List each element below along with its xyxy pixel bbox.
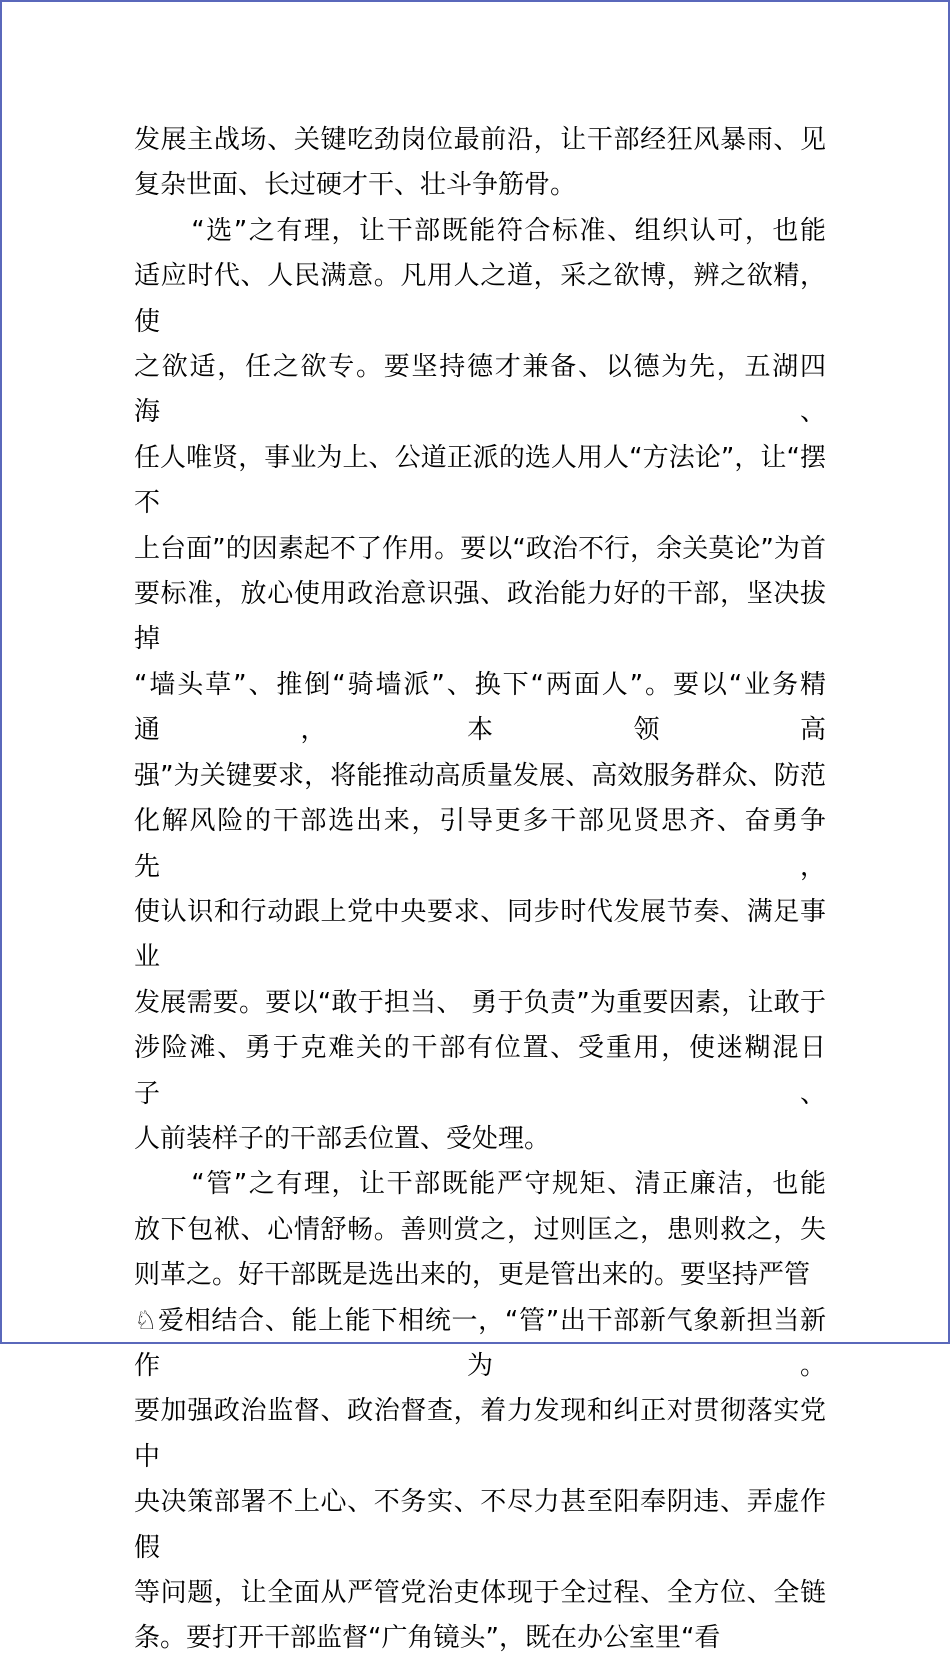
text-line: 涉险滩、勇于克难关的干部有位置、受重用，使迷糊混日子、 bbox=[134, 1033, 826, 1109]
text-line: 人前装样子的干部丢位置、受处理。 bbox=[134, 1123, 551, 1154]
text-line: 上台面”的因素起不了作用。要以“政治不行，余关莫论”为首 bbox=[134, 533, 826, 564]
text-line: 复杂世面、长过硬才干、壮斗争筋骨。 bbox=[134, 170, 577, 201]
text-line: 要标准，放心使用政治意识强、政治能力好的干部，坚决拔掉 bbox=[134, 579, 826, 655]
text-line: “管”之有理，让干部既能严守规矩、清正廉洁，也能 bbox=[191, 1169, 826, 1200]
text-block bbox=[134, 118, 826, 1662]
text-line: 放下包袱、心情舒畅。善则赏之，过则匡之，患则救之，失 bbox=[134, 1214, 826, 1245]
text-line: 发展需要。要以“敢于担当、 勇于负责”为重要因素，让敢于 bbox=[134, 987, 826, 1018]
text-line: 发展主战场、关键吃劲岗位最前沿，让干部经狂风暴雨、见 bbox=[134, 125, 826, 155]
text-line: 适应时代、人民满意。凡用人之道，采之欲博，辨之欲精，使 bbox=[134, 261, 826, 337]
text-line: 任人唯贤，事业为上、公道正派的选人用人“方法论”，让“摆不 bbox=[134, 442, 826, 519]
text-line: 化解风险的干部选出来，引导更多干部见贤思齐、奋勇争先， bbox=[134, 806, 826, 882]
text-line: “选”之有理，让干部既能符合标准、组织认可，也能 bbox=[191, 215, 826, 246]
paragraph bbox=[134, 209, 826, 1163]
text-line: 使认识和行动跟上党中央要求、同步时代发展节奏、满足事业 bbox=[134, 896, 826, 973]
text-line: 之欲适，任之欲专。要坚持德才兼备、以德为先，五湖四海、 bbox=[134, 352, 826, 428]
paragraph bbox=[134, 118, 826, 209]
text-line: 等问题，让全面从严管党治吏体现于全过程、全方位、全链 bbox=[134, 1578, 826, 1608]
text-line: “墙头草”、推倒“骑墙派”、换下“两面人”。要以“业务精通，本领高 bbox=[134, 669, 826, 746]
text-line: 央决策部署不上心、不务实、不尽力甚至阳奉阴违、弄虚作假 bbox=[134, 1487, 826, 1563]
text-line: 强”为关键要求，将能推动高质量发展、高效服务群众、防范 bbox=[134, 760, 826, 791]
text-line: 要加强政治监督、政治督查，着力发现和纠正对贯彻落实党中 bbox=[134, 1396, 826, 1472]
text-line: 条。要打开干部监督“广角镜头”，既在办公室里“看 bbox=[134, 1623, 721, 1654]
text-line: ♘爱相结合、能上能下相统一，“管”出干部新气象新担当新作为。 bbox=[134, 1305, 826, 1381]
paragraph bbox=[134, 1162, 826, 1661]
text-line: 则革之。好干部既是选出来的，更是管出来的。要坚持严管 bbox=[134, 1260, 811, 1291]
